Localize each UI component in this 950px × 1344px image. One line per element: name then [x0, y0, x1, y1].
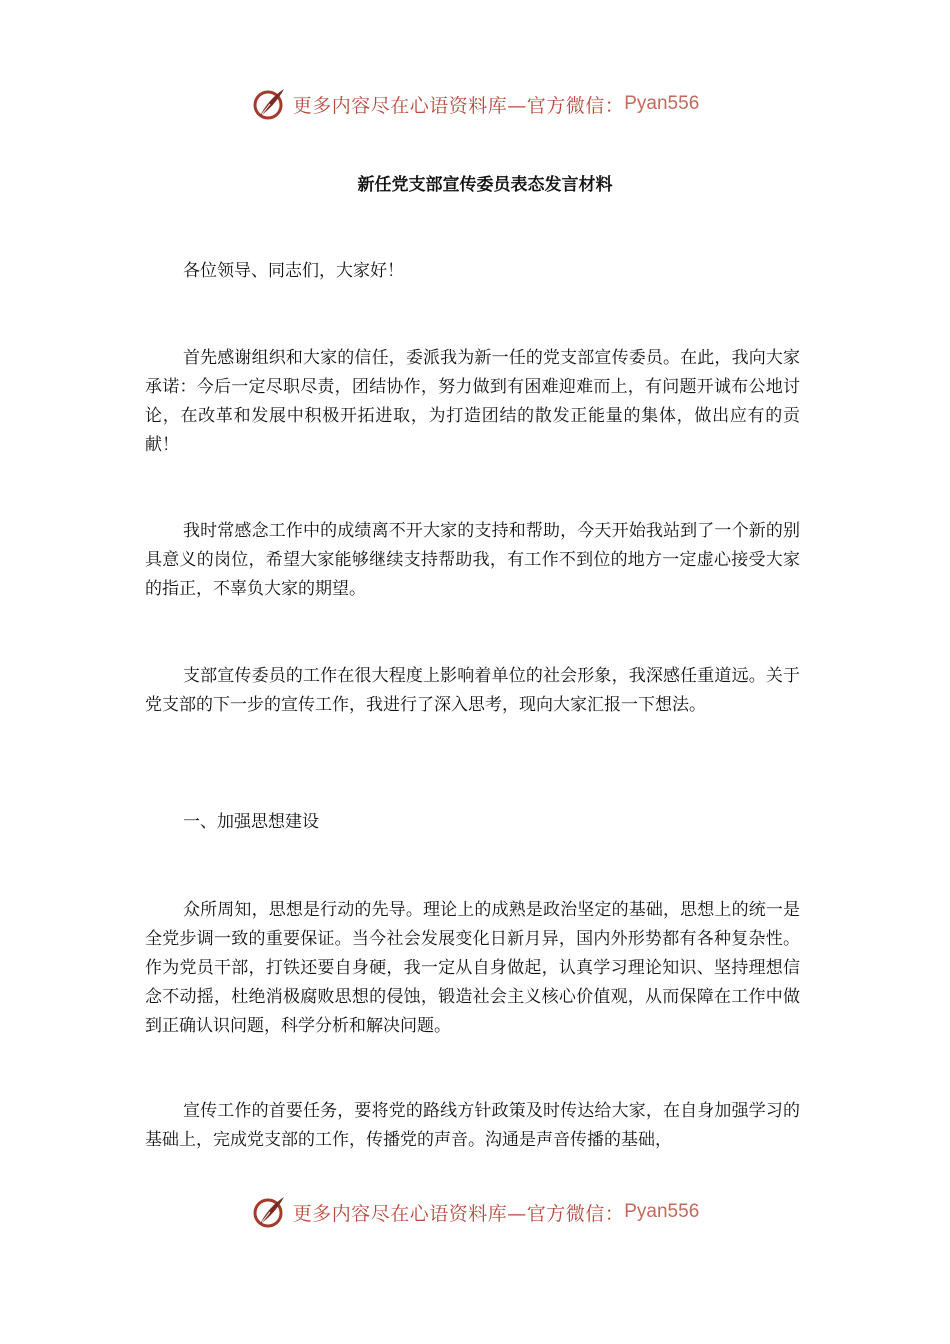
paragraph-publicity: 宣传工作的首要任务，要将党的路线方针政策及时传达给大家，在自身加强学习的基础上，完成党支部的工作，传播党的声音。沟通是声音传播的基础， — [145, 1101, 800, 1150]
quill-logo-icon — [251, 86, 287, 122]
watermark-text: 更多内容尽在心语资料库—官方微信： — [292, 1202, 625, 1225]
watermark-wechat-id: Pyan556 — [624, 1201, 700, 1222]
paragraph-thanks: 首先感谢组织和大家的信任，委派我为新一任的党支部宣传委员。在此，我向大家承诺：今后一定尽职尽责，团结协作，努力做到有困难迎难而上，有问题开诚布公地讨论，在改革和发展中积极开拓进取，为打造团结的散发正能量的集体，做出应有的贡献！ — [145, 348, 800, 455]
watermark-wechat-id: Pyan556 — [624, 93, 700, 114]
watermark-text: 更多内容尽在心语资料库—官方微信： — [292, 94, 625, 117]
header-watermark-banner — [0, 84, 950, 124]
paragraph-role: 支部宣传委员的工作在很大程度上影响着单位的社会形象，我深感任重道远。关于党支部的下一步的宣传工作，我进行了深入思考，现向大家汇报一下想法。 — [145, 666, 800, 715]
quill-logo-icon — [251, 1194, 287, 1230]
paragraph-greeting: 各位领导、同志们，大家好！ — [183, 261, 404, 281]
footer-watermark-banner — [0, 1192, 950, 1232]
paragraph-gratitude: 我时常感念工作中的成绩离不开大家的支持和帮助，今天开始我站到了一个新的别具意义的岗位，希望大家能够继续支持帮助我，有工作不到位的地方一定虚心接受大家的指正，不辜负大家的期望。 — [145, 521, 800, 599]
paragraph-ideology: 众所周知，思想是行动的先导。理论上的成熟是政治坚定的基础，思想上的统一是全党步调一致的重要保证。当今社会发展变化日新月异，国内外形势都有各种复杂性。作为党员干部，打铁还要自身硬，我一定从自身做起，认真学习理论知识、坚持理想信念不动摇，杜绝消极腐败思想的侵蚀，锻造社会主义核心价值观，从而保障在工作中做到正确认识问题，科学分析和解决问题。 — [145, 900, 800, 1036]
section-heading-ideology: 一、加强思想建设 — [183, 812, 319, 832]
document-title: 新任党支部宣传委员表态发言材料 — [357, 175, 613, 195]
